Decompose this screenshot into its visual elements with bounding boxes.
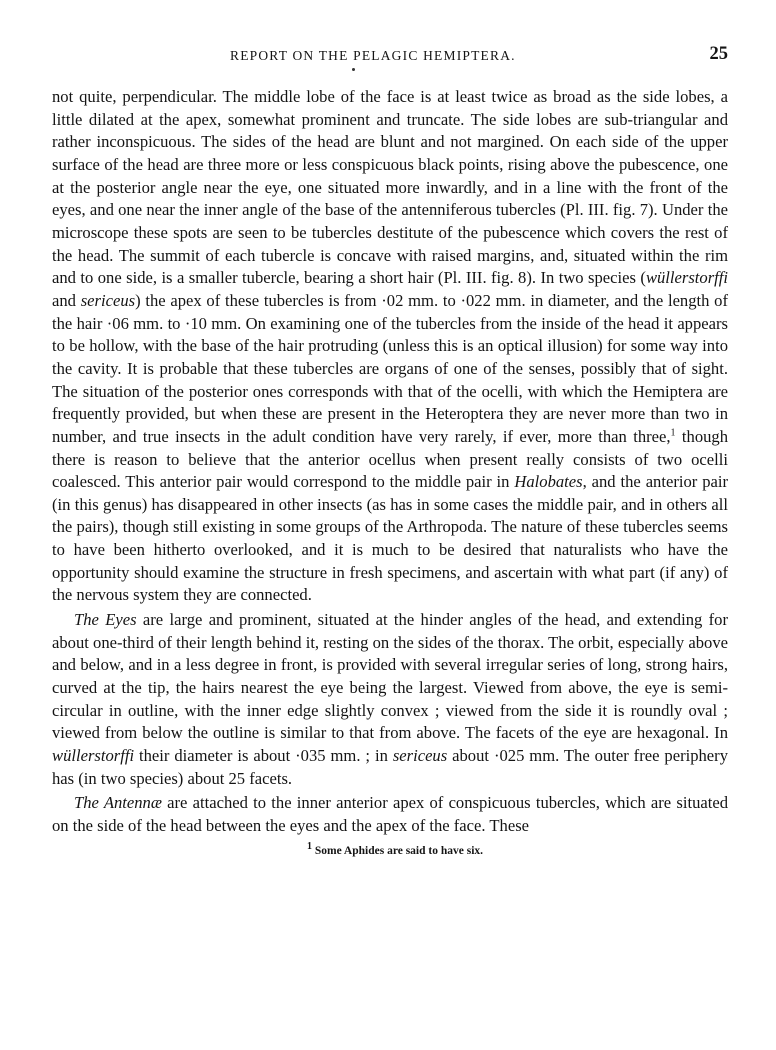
paragraph-head-tubercles xyxy=(52,86,728,607)
header-dot xyxy=(352,68,355,71)
text-segment: and xyxy=(52,290,81,310)
paragraph-eyes xyxy=(52,609,728,790)
text-segment: , and the anterior pair (in this genus) has disappeared in other insects (as has in some cases the middle pair, and in others all the pairs), though still existing in some groups of the Arthropoda. The nature of these tubercles seems to have been hitherto overlooked, and it is much to be desired that naturalists who have the opportunity should examine the structure in fresh specimens, and ascertain with what part (if any) of the nervous system they are connected. xyxy=(52,472,728,605)
paragraph-antennae xyxy=(52,792,728,837)
text-segment: not quite, perpendicular. The middle lobe of the face is at least twice as broad as the side lobes, a little dilated at the apex, somewhat prominent and truncate. The side lobes are sub-triangular and rather inconspicuous. The sides of the head are blunt and not margined. On each side of the upper surface of the head are three more or less conspicuous black points, rising above the pubescence, one at the posterior angle near the eye, one situated more inwardly, and in a line with the front of the eyes, and one near the inner angle of the base of the antenniferous tubercles (Pl. III. fig. 7). Under the microscope these spots are seen to be tubercles destitute of the pubescence which covers the rest of the head. The summit of each tubercle is concave with raised margins, and, situated within the rim and to one side, is a smaller tubercle, bearing a short hair (Pl. III. fig. 8). In two species ( xyxy=(52,87,728,288)
genus-name: Halobates xyxy=(514,472,583,492)
running-head xyxy=(52,44,728,72)
footnote-text: Some Aphides are said to have six. xyxy=(311,844,484,857)
body-text xyxy=(52,86,728,838)
species-name: wüllerstorffi xyxy=(52,746,135,766)
footnote-reference: 1 xyxy=(670,427,676,439)
species-name: wüllerstorffi xyxy=(645,268,728,288)
running-head-title: REPORT ON THE PELAGIC HEMIPTERA. xyxy=(230,48,516,63)
text-segment: about ·025 mm. The outer free periphery has (in two species) about 25 facets. xyxy=(52,746,728,788)
page-number: 25 xyxy=(709,44,728,64)
text-segment: their diameter is about ·035 mm. ; in xyxy=(134,746,393,766)
footnote-marker: 1 xyxy=(306,840,312,852)
species-name: sericeus xyxy=(392,746,448,766)
text-segment: though there is reason to believe that the anterior ocellus when present really consists of two ocelli coalesced. This anterior pair would correspond to the middle pair in xyxy=(52,426,729,492)
footnote xyxy=(52,840,728,857)
page xyxy=(52,44,728,857)
text-segment: ) the apex of these tubercles is from ·02 mm. to ·022 mm. in diameter, and the length of the hair ·06 mm. to ·10 mm. On examining one of the tubercles from the inside of the head it appears to be hollow, with the base of the hair protruding (unless this is an optical illusion) for some way into the cavity. It is probable that these tubercles are organs of one of the senses, possibly that of sight. The situation of the posterior ones corresponds with that of the ocelli, with which the Hemiptera are frequently provided, but when these are present in the Heteroptera they are never more than two in number, and true insects in the adult condition have very rarely, if ever, more than three, xyxy=(52,290,729,446)
section-heading: The Eyes xyxy=(74,610,137,630)
text-segment: are large and prominent, situated at the hinder angles of the head, and extending for about one-third of their length behind it, resting on the sides of the thorax. The orbit, especially above and below, and in a less degree in front, is provided with several irregular series of long, strong hairs, curved at the tip, the hairs nearest the eye being the largest. Viewed from above, the eye is semi-circular in outline, with the inner edge slightly convex ; viewed from the side it is roundly oval ; viewed from below the outline is similar to that from above. The facets of the eye are hexagonal. In xyxy=(52,610,728,743)
species-name: sericeus xyxy=(80,290,136,310)
section-heading: The Antennæ xyxy=(74,793,162,813)
text-segment: are attached to the inner anterior apex of conspicuous tubercles, which are situated on the side of the head between the eyes and the apex of the face. These xyxy=(52,793,729,835)
